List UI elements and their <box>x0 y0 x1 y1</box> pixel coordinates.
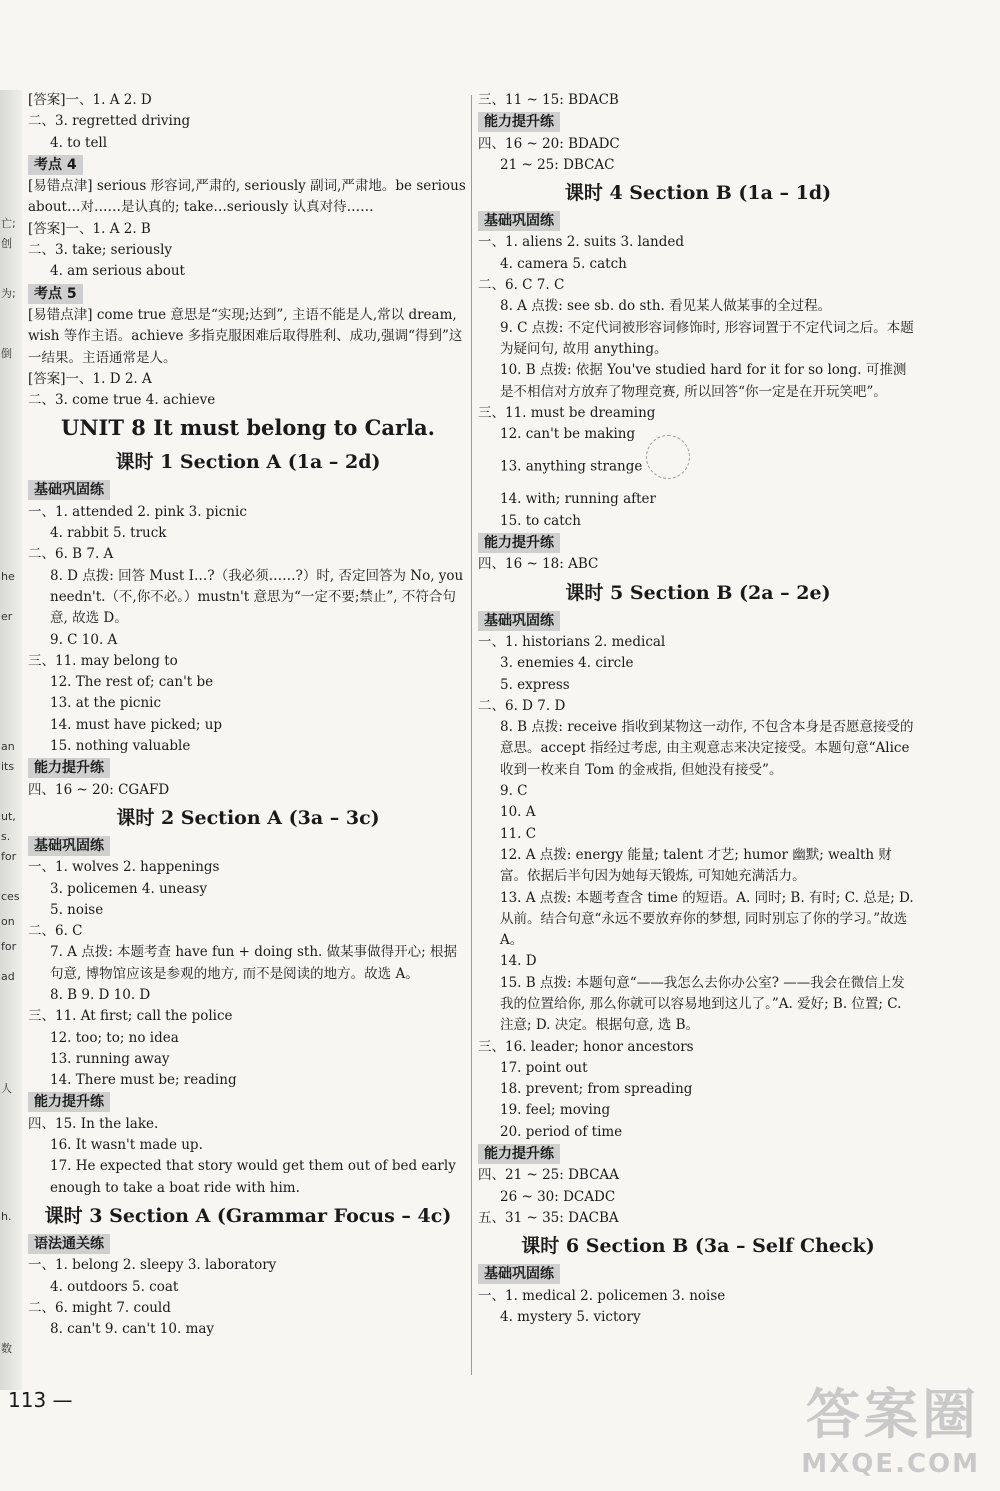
edge-fragment: its <box>1 760 15 773</box>
section-tag: 基础巩固练 <box>28 836 110 856</box>
answer-text: 4. to tell <box>50 134 108 151</box>
section-tag-row <box>478 210 918 232</box>
answer-text: 一、1. attended 2. pink 3. picnic <box>28 503 247 520</box>
answer-text: 5. express <box>500 676 570 693</box>
left-column <box>28 90 468 1340</box>
answer-text: 26 ~ 30: DCADC <box>500 1188 616 1205</box>
answer-line <box>478 781 918 802</box>
section-tag-row <box>28 1091 468 1113</box>
section-tag: 基础巩固练 <box>28 480 110 500</box>
answer-line <box>28 1277 468 1298</box>
answer-text: 21 ~ 25: DBCAC <box>500 156 615 173</box>
answer-line <box>28 240 468 261</box>
answer-line <box>28 672 468 693</box>
edge-fragment: on <box>1 915 15 928</box>
answer-line <box>478 511 918 532</box>
answer-line <box>478 824 918 845</box>
answer-text: [答案]一、1. A 2. D <box>28 92 152 108</box>
answer-line <box>478 696 918 717</box>
answer-text: 二、6. C <box>28 923 83 940</box>
answer-line <box>28 369 468 390</box>
edge-fragment: ces <box>1 890 20 903</box>
answer-text: 4. camera 5. catch <box>500 255 627 272</box>
answer-text: 4. outdoors 5. coat <box>50 1278 179 1295</box>
right-column <box>478 90 918 1328</box>
answer-line <box>28 1319 468 1340</box>
edge-fragment: he <box>1 570 15 583</box>
answer-text: 二、6. D 7. D <box>478 697 566 714</box>
section-tag-row <box>28 1233 468 1255</box>
watermark-url: MXQE.COM <box>801 1449 980 1479</box>
answer-line <box>478 1286 918 1307</box>
answer-text: 二、3. regretted driving <box>28 113 191 130</box>
answer-line <box>28 1156 468 1199</box>
answer-text: 五、31 ~ 35: DACBA <box>478 1209 619 1226</box>
edge-fragment: ad <box>1 970 15 983</box>
answer-line <box>478 424 918 445</box>
answer-text: 9. C <box>500 783 528 800</box>
answer-text: 8. D 点拨: 回答 Must I…?（我必须……?）时, 否定回答为 No, you needn't.（不,你不必。）mustn't 意思为“一定不要;禁止”, 不符合句意, 故选 D。 <box>50 567 464 627</box>
answer-line <box>478 1187 918 1208</box>
edge-fragment: s. <box>1 830 11 843</box>
answer-text: 8. B 点拨: receive 指收到某物这一动作, 不包含本身是否愿意接受的意思。accept 指经过考虑, 由主观意志来决定接受。本题句意“Alice 收到一枚来自 Tom 的金戒指, 但她没有接受”。 <box>500 719 914 778</box>
answer-text: 7. A 点拨: 本题考查 have fun + doing sth. 做某事做得开心; 根据句意, 博物馆应该是参观的地方, 而不是阅读的地方。故选 A。 <box>50 944 457 982</box>
answer-text: 二、3. take; seriously <box>28 242 173 259</box>
section-tag-row <box>28 757 468 779</box>
answer-text: 8. B 9. D 10. D <box>50 986 151 1003</box>
answer-text: 20. period of time <box>500 1123 623 1140</box>
answer-text: 12. can't be making <box>500 426 636 443</box>
section-tag-row <box>478 1143 918 1165</box>
answer-text: 3. enemies 4. circle <box>500 655 634 672</box>
edge-fragment: h. <box>1 1210 12 1223</box>
answer-text: 4. am serious about <box>50 263 185 280</box>
answer-line <box>28 651 468 672</box>
answer-line <box>28 1255 468 1276</box>
section-tag: 能力提升练 <box>478 533 560 553</box>
answer-line <box>28 1135 468 1156</box>
section-tag: 考点 4 <box>28 155 83 175</box>
left-page-edge <box>0 90 22 1390</box>
section-tag-row <box>28 479 468 501</box>
answer-text: 9. C 点拨: 不定代词被形容词修饰时, 形容词置于不定代词之后。本题为疑问句, 故用 anything。 <box>500 319 914 357</box>
answer-line <box>478 403 918 424</box>
lesson-title: 课时 6 Section B (3a – Self Check) <box>521 1235 875 1258</box>
answer-line <box>478 254 918 275</box>
edge-fragment: 亡; <box>1 217 16 230</box>
answer-text: 4. rabbit 5. truck <box>50 525 167 542</box>
lesson-title: 课时 5 Section B (2a – 2e) <box>565 581 831 604</box>
answer-line <box>478 445 918 489</box>
answer-line <box>28 219 468 240</box>
section-tag: 基础巩固练 <box>478 1264 560 1284</box>
edge-fragment: for <box>1 850 17 863</box>
answer-line <box>28 780 468 801</box>
lesson-title: 课时 4 Section B (1a – 1d) <box>564 182 832 205</box>
answer-line <box>478 1079 918 1100</box>
answer-line <box>28 261 468 282</box>
answer-line <box>28 90 468 111</box>
answer-line <box>28 736 468 757</box>
answer-text: [易错点津] serious 形容词,严肃的, seriously 副词,严肃地。be serious about…对……是认真的; take…seriously 认真对待…… <box>28 178 466 216</box>
edge-fragment: er <box>1 610 13 623</box>
answer-text: [答案]一、1. A 2. B <box>28 220 151 237</box>
answer-line <box>28 566 468 630</box>
answer-text: 11. C <box>500 825 537 842</box>
section-tag: 基础巩固练 <box>478 211 560 231</box>
answer-text: 四、16 ~ 20: BDADC <box>478 135 620 152</box>
answer-line <box>28 133 468 154</box>
answer-line <box>28 693 468 714</box>
answer-text: 三、16. leader; honor ancestors <box>478 1038 694 1055</box>
edge-fragment: 创 <box>1 237 12 250</box>
column-divider <box>471 95 472 1375</box>
answer-line <box>478 318 918 361</box>
section-tag-row <box>28 154 468 176</box>
watermark-main: 答案圈 <box>806 1383 980 1446</box>
edge-fragment: ut, <box>1 810 16 823</box>
answer-line <box>28 715 468 736</box>
section-tag: 能力提升练 <box>28 758 110 778</box>
answer-text: 四、16 ~ 18: ABC <box>478 556 599 573</box>
answer-line <box>478 296 918 317</box>
answer-text: 4. mystery 5. victory <box>500 1308 641 1325</box>
lesson-title: 课时 3 Section A (Grammar Focus – 4c) <box>44 1204 452 1227</box>
answer-line <box>28 630 468 651</box>
answer-text: 三、11 ~ 15: BDACB <box>478 92 619 108</box>
answer-text: 一、1. wolves 2. happenings <box>28 859 220 876</box>
answer-text: 二、3. come true 4. achieve <box>28 392 216 409</box>
answer-text: [答案]一、1. D 2. A <box>28 370 152 387</box>
answer-line <box>478 1165 918 1186</box>
section-tag-row <box>478 532 918 554</box>
answer-line <box>28 305 468 369</box>
answer-text: 16. It wasn't made up. <box>50 1137 203 1154</box>
answer-text: 12. too; to; no idea <box>50 1029 179 1046</box>
answer-line <box>478 489 918 510</box>
answer-text: 15. nothing valuable <box>50 738 191 755</box>
section-tag: 能力提升练 <box>478 1144 560 1164</box>
answer-text: [易错点津] come true 意思是“实现;达到”, 主语不能是人,常以 dream, wish 等作主语。achieve 多指克服困难后取得胜利、成功,强调“得到”这一结果。主语通常是人。 <box>28 306 463 366</box>
answer-line <box>478 632 918 653</box>
answer-text: 17. He expected that story would get them out of bed early enough to take a boat ride with him. <box>50 1158 456 1196</box>
answer-line <box>478 1037 918 1058</box>
section-tag: 基础巩固练 <box>478 611 560 631</box>
answer-line <box>478 675 918 696</box>
answer-line <box>28 1028 468 1049</box>
watermark-logo <box>801 1372 980 1479</box>
answer-text: 三、11. At first; call the police <box>28 1008 233 1025</box>
answer-line <box>28 523 468 544</box>
lesson-title: 课时 2 Section A (3a – 3c) <box>116 806 380 829</box>
answer-line <box>478 360 918 403</box>
answer-line <box>28 879 468 900</box>
answer-text: 四、15. In the lake. <box>28 1115 159 1132</box>
answer-text: 5. noise <box>50 901 104 918</box>
answer-line <box>28 1070 468 1091</box>
answer-line <box>28 857 468 878</box>
unit-title: UNIT 8 It must belong to Carla. <box>61 415 435 441</box>
answer-line <box>28 1298 468 1319</box>
edge-fragment: for <box>1 940 17 953</box>
answer-text: 18. prevent; from spreading <box>500 1081 693 1098</box>
edge-fragment: an <box>1 740 15 753</box>
answer-text: 9. C 10. A <box>50 631 118 648</box>
answer-line <box>28 921 468 942</box>
answer-text: 8. A 点拨: see sb. do sth. 看见某人做某事的全过程。 <box>500 298 832 315</box>
answer-line <box>28 390 468 411</box>
answer-line <box>478 1307 918 1328</box>
answer-text: 13. running away <box>50 1050 170 1067</box>
answer-text: 19. feel; moving <box>500 1102 611 1119</box>
answer-line <box>478 845 918 888</box>
lesson-title: 课时 1 Section A (1a – 2d) <box>115 451 381 474</box>
answer-text: 14. There must be; reading <box>50 1072 237 1089</box>
answer-text: 10. A <box>500 804 536 821</box>
section-tag-row <box>28 835 468 857</box>
answer-text: 二、6. C 7. C <box>478 277 565 294</box>
answer-text: 13. anything strange <box>500 458 643 475</box>
answer-line <box>478 1100 918 1121</box>
answer-line <box>28 1006 468 1027</box>
answer-line <box>478 275 918 296</box>
answer-line <box>28 176 468 219</box>
section-tag-row <box>478 1263 918 1285</box>
answer-line <box>478 888 918 952</box>
edge-fragment: 倒 <box>1 347 12 360</box>
stamp-mark <box>646 435 690 479</box>
edge-fragment: 数 <box>1 1342 12 1355</box>
answer-text: 一、1. medical 2. policemen 3. noise <box>478 1287 726 1304</box>
answer-text: 二、6. B 7. A <box>28 546 114 563</box>
answer-line <box>28 111 468 132</box>
answer-line <box>478 717 918 781</box>
answer-line <box>28 1049 468 1070</box>
answer-text: 一、1. belong 2. sleepy 3. laboratory <box>28 1257 277 1274</box>
answer-line <box>478 802 918 823</box>
answer-text: 14. D <box>500 953 537 970</box>
section-tag-row <box>478 111 918 133</box>
answer-text: 二、6. might 7. could <box>28 1299 171 1316</box>
answer-text: 四、16 ~ 20: CGAFD <box>28 781 170 798</box>
answer-text: 12. A 点拨: energy 能量; talent 才艺; humor 幽默; wealth 财富。依据后半句因为她每天锻炼, 可知她充满活力。 <box>500 846 892 885</box>
answer-text: 三、11. may belong to <box>28 652 178 669</box>
answer-text: 14. must have picked; up <box>50 716 223 733</box>
answer-line <box>478 554 918 575</box>
answer-line <box>478 951 918 972</box>
answer-line <box>478 232 918 253</box>
answer-line <box>478 653 918 674</box>
section-tag-row <box>478 610 918 632</box>
answer-text: 三、11. must be dreaming <box>478 404 656 421</box>
answer-line <box>28 942 468 985</box>
answer-line <box>478 155 918 176</box>
answer-line <box>478 973 918 1037</box>
section-tag: 能力提升练 <box>28 1092 110 1112</box>
answer-text: 15. to catch <box>500 512 581 529</box>
answer-text: 15. B 点拨: 本题句意“——我怎么去你办公室? ——我会在微信上发我的位置给你, 那么你就可以容易地到这儿了。”A. 爱好; B. 位置; C. 注意; D. 决定。根据句意, 选 B。 <box>500 974 905 1034</box>
page-number: 113 — <box>8 1388 73 1412</box>
answer-line <box>478 1058 918 1079</box>
answer-line <box>28 1114 468 1135</box>
answer-text: 12. The rest of; can't be <box>50 674 214 691</box>
answer-text: 14. with; running after <box>500 491 656 508</box>
answer-text: 8. can't 9. can't 10. may <box>50 1321 215 1338</box>
edge-fragment: 人 <box>1 1082 12 1095</box>
section-tag: 能力提升练 <box>478 112 560 132</box>
answer-line <box>28 985 468 1006</box>
answer-text: 13. A 点拨: 本题考查含 time 的短语。A. 同时; B. 有时; C. 总是; D. 从前。结合句意“永远不要放弃你的梦想, 同时别忘了你的学习。”故选 A。 <box>500 889 914 949</box>
edge-fragment: 为; <box>1 287 16 300</box>
answer-line <box>28 502 468 523</box>
answer-line <box>478 90 918 111</box>
answer-line <box>478 134 918 155</box>
section-tag: 考点 5 <box>28 284 83 304</box>
answer-line <box>478 1208 918 1229</box>
answer-line <box>28 900 468 921</box>
answer-text: 17. point out <box>500 1059 588 1076</box>
answer-text: 13. at the picnic <box>50 695 162 712</box>
answer-text: 10. B 点拨: 依据 You've studied hard for it for so long. 可推测是不相信对方放弃了物理竞赛, 所以回答“你一定是在开玩笑吧”。 <box>500 362 907 400</box>
answer-text: 一、1. historians 2. medical <box>478 633 666 650</box>
answer-text: 3. policemen 4. uneasy <box>50 880 208 897</box>
answer-text: 一、1. aliens 2. suits 3. landed <box>478 234 685 251</box>
section-tag-row <box>28 283 468 305</box>
answer-text: 四、21 ~ 25: DBCAA <box>478 1167 619 1184</box>
answer-line <box>478 1122 918 1143</box>
section-tag: 语法通关练 <box>28 1234 110 1254</box>
answer-line <box>28 544 468 565</box>
